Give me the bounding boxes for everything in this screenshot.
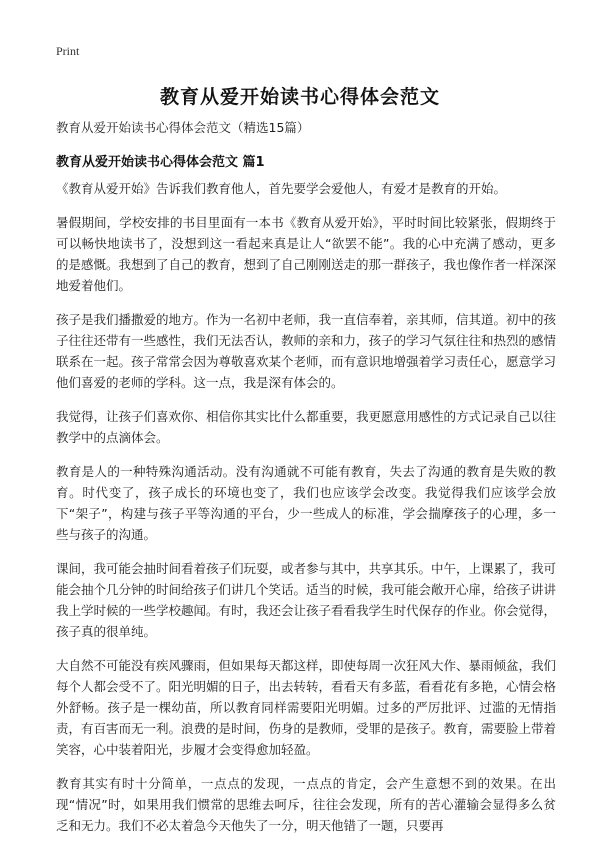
paragraph-1: 《教育从爱开始》告诉我们教育他人，首先要学会爱他人，有爱才是教育的开始。 (56, 181, 507, 196)
paragraph-6: 课间，我可能会抽时间看着孩子们玩耍，或者参与其中，共享其乐。中午，上课累了，我可能会抽个几分钟的时间给孩子们讲几个笑话。适当的时候，我可能会敞开心扉，给孩子讲讲我上学时候的一些学校趣闻。有时，我还会让孩子看看我学生时代保存的作业。你会觉得，孩子真的很单纯。 (56, 561, 557, 639)
paragraph-5: 教育是人的一种特殊沟通活动。没有沟通就不可能有教育，失去了沟通的教育是失败的教育。时代变了，孩子成长的环境也变了，我们也应该学会改变。我觉得我们应该学会放下“架子”，构建与孩子平等沟通的平台，少一些成人的标准，学会揣摩孩子的心理，多一些与孩子的沟通。 (56, 464, 556, 542)
paragraph-2: 暑假期间，学校安排的书目里面有一本书《教育从爱开始》，平时时间比较紧张，假期终于可以畅快地读书了，没想到这一看起来真是让人“欲罢不能”。我的心中充满了感动，更多的是感慨。我想到了自己的教育，想到了自己刚刚送走的那一群孩子，我也像作者一样深深地爱着他们。 (56, 215, 557, 293)
paragraph-3: 孩子是我们播撒爱的地方。作为一名初中老师，我一直信奉着，亲其师，信其道。初中的孩子往往还带有一些感性，我们无法否认，教师的亲和力，孩子的学习气氛往往和热烈的感情联系在一起。孩子常常会因为尊敬喜欢某个老师，而有意识地增强着学习责任心，愿意学习他们喜爱的老师的学科。这一点，我是深有体会的。 (56, 312, 557, 390)
paragraph-4: 我觉得，让孩子们喜欢你、相信你其实比什么都重要，我更愿意用感性的方式记录自己以往教学中的点滴体会。 (56, 409, 557, 445)
print-label[interactable]: Print (56, 44, 80, 58)
document-title: 教育从爱开始读书心得体会范文 (159, 86, 440, 108)
document-subtitle: 教育从爱开始读书心得体会范文（精选15篇） (56, 120, 310, 135)
paragraph-7: 大自然不可能没有疾风骤雨，但如果每天都这样，即使每周一次狂风大作、暴雨倾盆，我们每个人都会受不了。阳光明媚的日子，出去转转，看看天有多蓝，看看花有多艳，心情会格外舒畅。孩子是一棵幼苗，所以教育同样需要阳光明媚。过多的严厉批评、过滥的无情指责，有百害而无一利。浪费的是时间，伤身的是教师，受罪的是孩子。教育，需要脸上带着笑容，心中装着阳光，步履才会变得愈加轻盈。 (56, 658, 557, 757)
body-text (56, 178, 556, 849)
paragraph-8: 教育其实有时十分简单，一点点的发现，一点点的肯定，会产生意想不到的效果。在出现“情况”时，如果用我们惯常的思维去呵斥，往往会发现，所有的苦心灌输会显得多么贫乏和无力。我们不必太着急今天他失了一分，明天他错了一题，只要再 (56, 776, 556, 833)
section-heading: 教育从爱开始读书心得体会范文 篇1 (56, 155, 265, 170)
